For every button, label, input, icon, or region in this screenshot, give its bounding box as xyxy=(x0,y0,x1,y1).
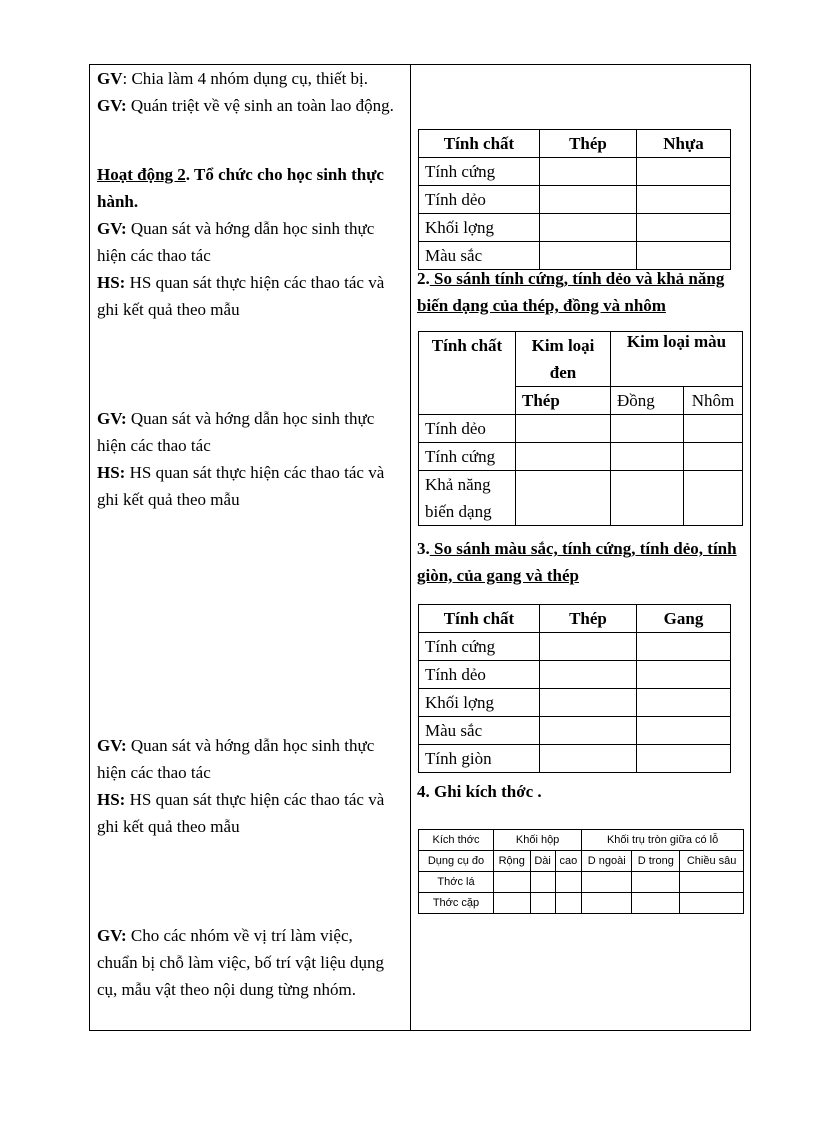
table-metals xyxy=(418,331,743,526)
note-text: : Chia làm 4 nhóm dụng cụ, thiết bị. xyxy=(122,69,369,88)
table-row xyxy=(419,214,731,242)
note-text: Quan sát và hớng dẫn học sinh thực hiện các thao tác xyxy=(97,219,375,265)
table-row xyxy=(419,186,731,214)
note-text: Quán triệt về vệ sinh an toàn lao động. xyxy=(126,96,394,115)
col-header: Kim loại màu xyxy=(611,332,743,387)
gv-label: GV: xyxy=(97,926,127,945)
table-row xyxy=(419,443,743,471)
row-label: Tính dẻo xyxy=(419,661,540,689)
table-row xyxy=(419,893,744,914)
table-row xyxy=(419,689,731,717)
section-2-heading xyxy=(417,265,737,319)
row-label: Màu sắc xyxy=(419,242,540,270)
section-title: So sánh màu sắc, tính cứng, tính dẻo, tính giòn, của gang và thép xyxy=(417,539,737,585)
column-divider xyxy=(410,65,411,1030)
note-text: Cho các nhóm về vị trí làm việc, chuẩn bị chỗ làm việc, bố trí vật liệu dụng cụ, mẫu vật theo nội dung từng nhóm. xyxy=(97,926,385,999)
col-header: Kích thớc xyxy=(419,830,494,851)
col-header: Chiều sâu xyxy=(680,851,744,872)
col-header: Khối trụ tròn giữa có lỗ xyxy=(582,830,744,851)
table-row xyxy=(419,158,731,186)
note-text: HS quan sát thực hiện các thao tác và ghi kết quả theo mẫu xyxy=(97,273,385,319)
gv-label: GV: xyxy=(97,409,127,428)
table-row xyxy=(419,471,743,526)
note-group-2 xyxy=(97,405,397,513)
row-label: Tính dẻo xyxy=(419,186,540,214)
gv-label: GV: xyxy=(97,219,127,238)
row-label: Khối lợng xyxy=(419,214,540,242)
col-header: Tính chất xyxy=(419,130,540,158)
table-row xyxy=(419,633,731,661)
col-header: Tính chất xyxy=(419,332,516,415)
table-steel-plastic xyxy=(418,129,731,270)
hs-label: HS: xyxy=(97,790,126,809)
col-header: Rộng xyxy=(494,851,531,872)
col-header: Tính chất xyxy=(419,605,540,633)
col-header: Nhựa xyxy=(637,130,731,158)
gv-label: GV xyxy=(97,69,123,88)
col-header: Thép xyxy=(516,387,611,415)
col-header: Đồng xyxy=(611,387,684,415)
col-header: Kim loại đen xyxy=(516,332,611,387)
row-label: Khối lợng xyxy=(419,689,540,717)
section-3-heading xyxy=(417,535,742,589)
note-text: HS quan sát thực hiện các thao tác và ghi kết quả theo mẫu xyxy=(97,463,385,509)
table-dimensions xyxy=(418,829,744,914)
row-label: Tính cứng xyxy=(419,633,540,661)
activity-title: . Tổ chức cho học sinh thực hành. xyxy=(97,165,384,211)
section-number: 2. xyxy=(417,269,430,288)
section-number: 3. xyxy=(417,539,430,558)
col-header: cao xyxy=(555,851,582,872)
col-header: Thép xyxy=(540,130,637,158)
col-header: D trong xyxy=(632,851,680,872)
gv-label: GV: xyxy=(97,736,127,755)
section-title: So sánh tính cứng, tính dẻo và khả năng biến dạng của thép, đồng và nhôm xyxy=(417,269,725,315)
col-header: Thép xyxy=(540,605,637,633)
note-text: Quan sát và hớng dẫn học sinh thực hiện các thao tác xyxy=(97,736,375,782)
note-group-4 xyxy=(97,922,397,1003)
row-label: Tính cứng xyxy=(419,158,540,186)
row-label: Tính dẻo xyxy=(419,415,516,443)
hs-label: HS: xyxy=(97,463,126,482)
table-row xyxy=(419,415,743,443)
gv-label: GV: xyxy=(97,96,127,115)
activity-label: Hoạt động 2 xyxy=(97,165,186,184)
col-header: Dài xyxy=(530,851,555,872)
col-header: Gang xyxy=(637,605,731,633)
table-row xyxy=(419,745,731,773)
note-text: Quan sát và hớng dẫn học sinh thực hiện các thao tác xyxy=(97,409,375,455)
row-label: Màu sắc xyxy=(419,717,540,745)
note-text: HS quan sát thực hiện các thao tác và ghi kết quả theo mẫu xyxy=(97,790,385,836)
note-group-setup xyxy=(97,65,397,119)
hs-label: HS: xyxy=(97,273,126,292)
row-label: Tính giòn xyxy=(419,745,540,773)
table-steel-castiron xyxy=(418,604,731,773)
col-header: D ngoài xyxy=(582,851,632,872)
note-group-3 xyxy=(97,732,397,840)
col-header: Khối hộp xyxy=(494,830,582,851)
row-label: Khả năng biến dạng xyxy=(419,471,516,526)
col-header: Nhôm xyxy=(684,387,743,415)
row-label: Thớc cặp xyxy=(419,893,494,914)
table-row xyxy=(419,661,731,689)
table-row xyxy=(419,872,744,893)
section-4-heading: 4. Ghi kích thớc . xyxy=(417,782,542,801)
col-header: Dụng cụ đo xyxy=(419,851,494,872)
row-label: Tính cứng xyxy=(419,443,516,471)
activity-heading xyxy=(97,161,397,323)
table-row xyxy=(419,717,731,745)
row-label: Thớc lá xyxy=(419,872,494,893)
